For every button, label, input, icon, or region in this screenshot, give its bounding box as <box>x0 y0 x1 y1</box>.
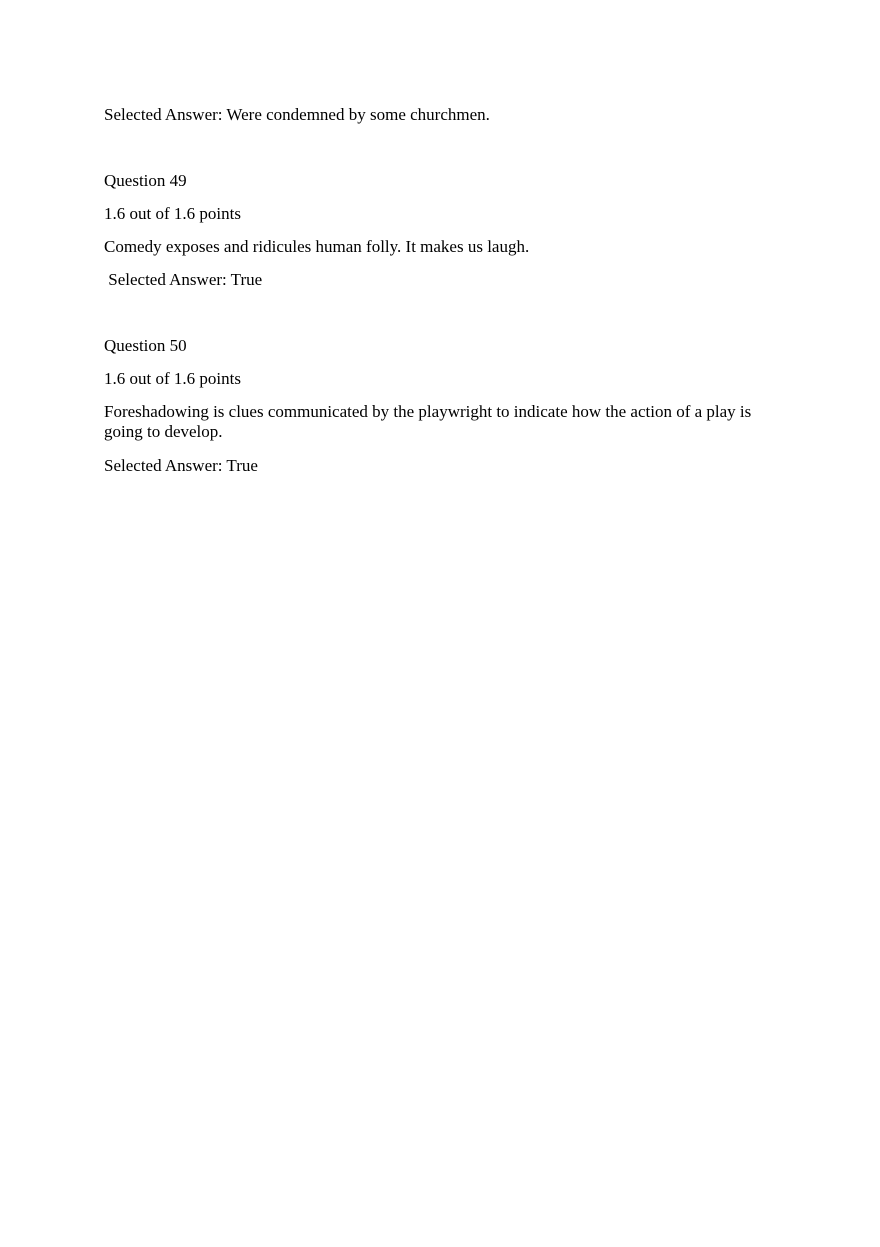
selected-answer: Selected Answer: True <box>104 270 263 289</box>
question-prompt: Foreshadowing is clues communicated by the playwright to indicate how the action of a play is going to develop. <box>104 402 752 441</box>
question-title: Question 50 <box>104 336 187 355</box>
selected-answer-prev: Selected Answer: Were condemned by some churchmen. <box>104 105 490 124</box>
question-points: 1.6 out of 1.6 points <box>104 369 241 388</box>
question-prompt: Comedy exposes and ridicules human folly. It makes us laugh. <box>104 237 530 256</box>
selected-answer: Selected Answer: True <box>104 456 258 475</box>
question-title: Question 49 <box>104 171 187 190</box>
question-points: 1.6 out of 1.6 points <box>104 204 241 223</box>
